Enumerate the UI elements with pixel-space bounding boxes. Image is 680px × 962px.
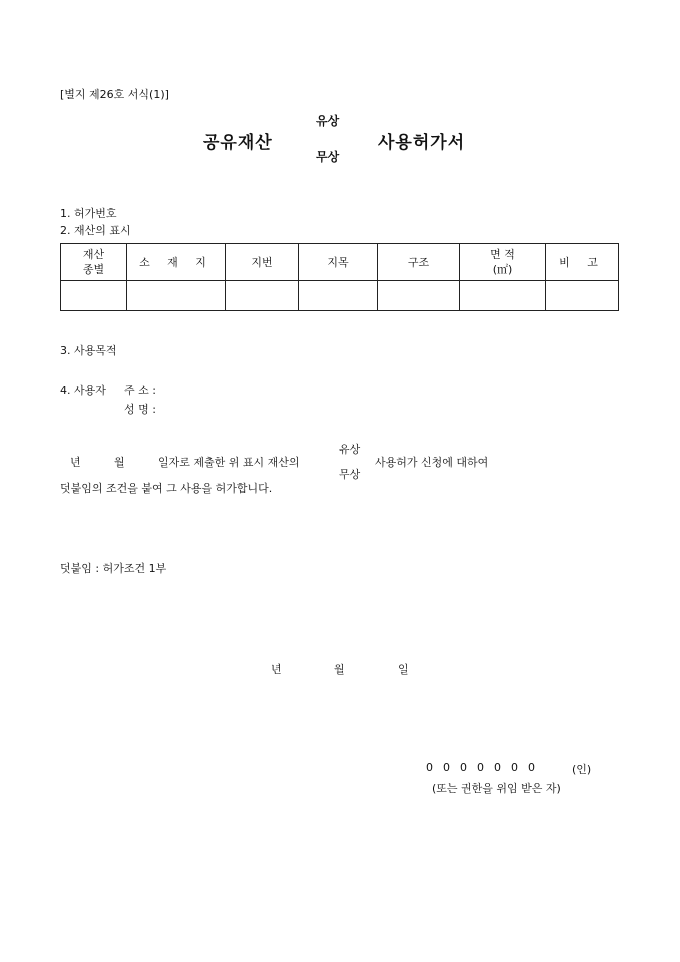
item-property-display: 2. 재산의 표시 — [60, 224, 131, 237]
body-year: 년 — [70, 456, 81, 469]
header-lot-number: 지번 — [226, 244, 299, 281]
item-permit-number: 1. 허가번호 — [60, 207, 117, 220]
signature-name: 0 0 0 0 0 0 0 — [426, 761, 536, 774]
date-day: 일 — [398, 663, 409, 676]
body-option-top: 유상 — [339, 443, 361, 456]
item-user: 4. 사용자 — [60, 384, 106, 397]
cell-location[interactable] — [127, 281, 226, 311]
body-line2: 덧붙임의 조건을 붙여 그 사용을 허가합니다. — [60, 482, 273, 495]
item-purpose: 3. 사용목적 — [60, 344, 117, 357]
body-option-bottom: 무상 — [339, 468, 361, 481]
cell-lot-number[interactable] — [226, 281, 299, 311]
header-area: 면 적 (㎡) — [460, 244, 546, 281]
body-month: 월 — [114, 456, 125, 469]
date-year: 년 — [271, 663, 282, 676]
header-land-category: 지목 — [299, 244, 378, 281]
body-after-option: 사용허가 신청에 대하여 — [375, 456, 489, 469]
header-remarks: 비 고 — [546, 244, 619, 281]
form-label: [별지 제26호 서식(1)] — [60, 88, 169, 101]
property-table — [60, 243, 619, 311]
title-right: 사용허가서 — [378, 133, 466, 153]
cell-land-category[interactable] — [299, 281, 378, 311]
header-location: 소 재 지 — [127, 244, 226, 281]
cell-remarks[interactable] — [546, 281, 619, 311]
title-option-top: 유상 — [316, 114, 340, 128]
title-option-bottom: 무상 — [316, 150, 340, 164]
header-property-type: 재산 종별 — [61, 244, 127, 281]
cell-area[interactable] — [460, 281, 546, 311]
header-structure: 구조 — [378, 244, 460, 281]
signature-seal: (인) — [572, 763, 592, 776]
table-row — [61, 281, 619, 311]
title-left: 공유재산 — [203, 133, 273, 153]
attachment: 덧붙임 : 허가조건 1부 — [60, 562, 167, 575]
date-month: 월 — [334, 663, 345, 676]
cell-structure[interactable] — [378, 281, 460, 311]
table-header-row — [61, 244, 619, 281]
cell-property-type[interactable] — [61, 281, 127, 311]
signature-delegate: (또는 권한을 위임 받은 자) — [432, 782, 561, 795]
user-address-label: 주 소 : — [124, 384, 156, 397]
body-day-text: 일자로 제출한 위 표시 재산의 — [158, 456, 300, 469]
user-name-label: 성 명 : — [124, 403, 156, 416]
